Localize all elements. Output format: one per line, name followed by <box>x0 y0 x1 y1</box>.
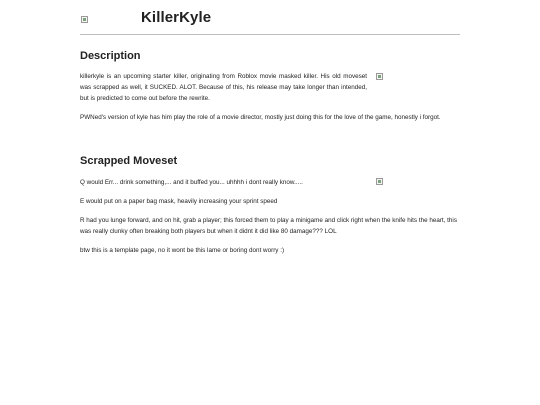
description-paragraph: killerkyle is an upcoming starter killer, originating from Roblox movie masked killer. His old moveset was scrapped as well, it SUCKED. ALOT. Because of this, his release may take longer than intended, but is predicted to come out before the rewrite. <box>80 73 367 102</box>
moveset-line-q: Q would Err... drink something,... and it buffed you... uhhhh i dont really know..... <box>80 179 303 186</box>
page-title: KillerKyle <box>141 9 212 26</box>
description-paragraph: PWNed's version of kyle has him play the role of a movie director, mostly just doing this for the love of the game, honestly i forgot. <box>80 114 441 121</box>
wiki-page <box>80 0 460 254</box>
moveset-heading: Scrapped Moveset <box>80 155 178 167</box>
broken-image-icon <box>376 178 383 185</box>
broken-image-icon <box>81 16 88 23</box>
moveset-section <box>80 177 460 264</box>
page-header <box>80 0 460 35</box>
description-section <box>80 71 460 123</box>
moveset-line-r: R had you lunge forward, and on hit, grab a player; this forced them to play a minigame and click right when the knife hits the heart, this was really clunky often breaking both players but when it didnt it did like 80 damage??? LOL <box>80 217 457 235</box>
broken-image-icon <box>376 73 383 80</box>
description-heading: Description <box>80 50 141 62</box>
moveset-line-e: E would put on a paper bag mask, heavily increasing your sprint speed <box>80 198 278 205</box>
template-note: btw this is a template page, no it wont be this lame or boring dont worry :) <box>80 247 285 254</box>
description-intro <box>80 71 460 104</box>
